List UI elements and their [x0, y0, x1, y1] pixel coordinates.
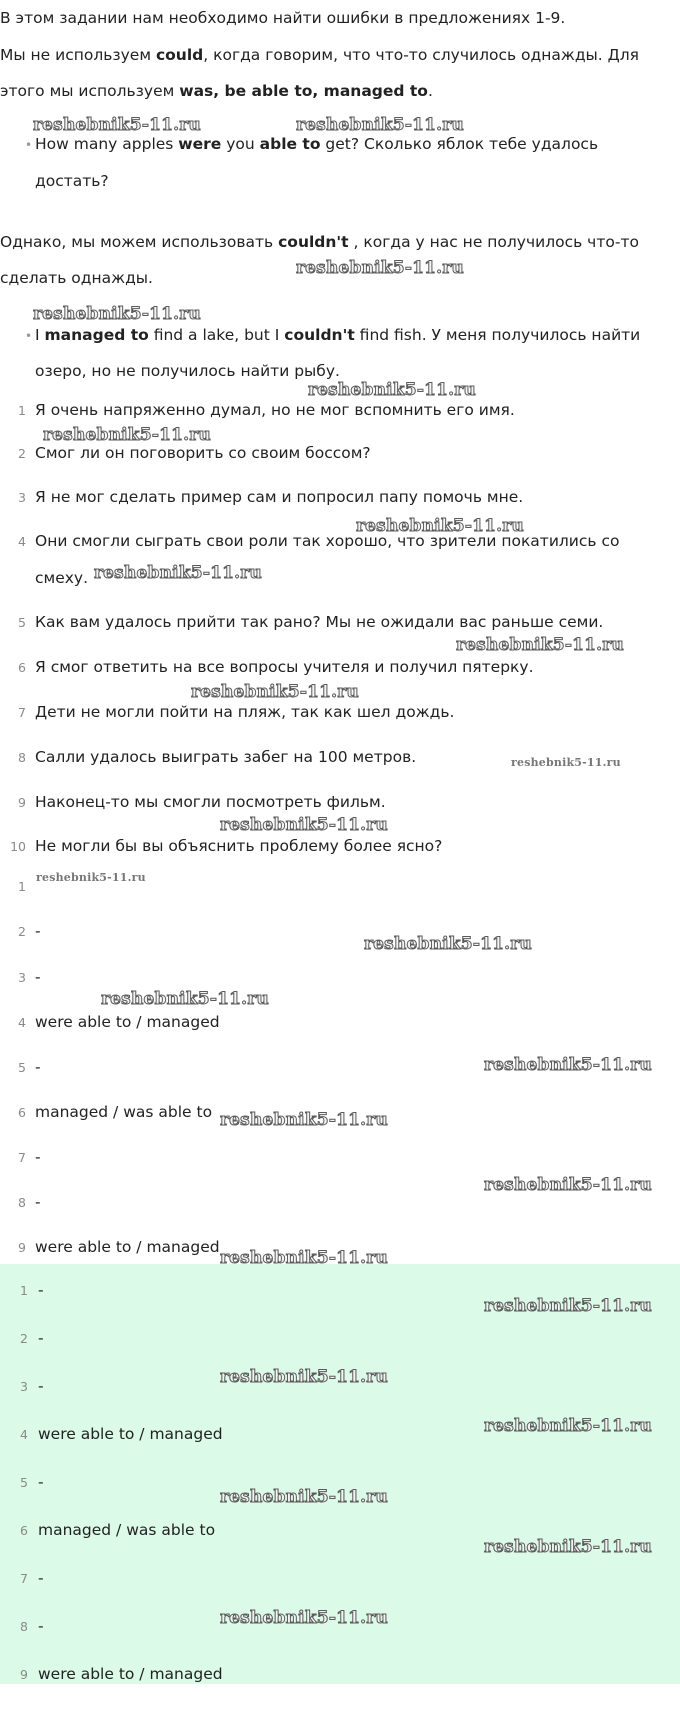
watermark: reshebnik5-11.ru — [36, 871, 146, 884]
watermark: reshebnik5-11.ru — [43, 425, 211, 445]
watermark: reshebnik5-11.ru — [296, 258, 464, 278]
watermark: reshebnik5-11.ru — [484, 1175, 652, 1195]
watermark: reshebnik5-11.ru — [296, 115, 464, 135]
example-1-line-2: достать? — [35, 172, 109, 190]
watermark: reshebnik5-11.ru — [220, 1608, 388, 1628]
watermark: reshebnik5-11.ru — [101, 989, 269, 1009]
example-2-line-1: I managed to find a lake, but I couldn't find fish. У меня получилось найти — [35, 326, 641, 344]
watermark: reshebnik5-11.ru — [191, 682, 359, 702]
intro-line-3: этого мы используем was, be able to, managed to. — [0, 82, 433, 100]
keyword-list: was, be able to, managed to — [179, 82, 428, 100]
watermark: reshebnik5-11.ru — [484, 1537, 652, 1557]
watermark: reshebnik5-11.ru — [94, 563, 262, 583]
keyword-could: could — [155, 46, 204, 64]
keyword-couldnt: couldn't — [278, 233, 349, 251]
watermark: reshebnik5-11.ru — [220, 815, 388, 835]
watermark: reshebnik5-11.ru — [356, 516, 524, 536]
watermark: reshebnik5-11.ru — [484, 1296, 652, 1316]
watermark: reshebnik5-11.ru — [220, 1487, 388, 1507]
watermark: reshebnik5-11.ru — [484, 1416, 652, 1436]
watermark: reshebnik5-11.ru — [364, 934, 532, 954]
bullet-icon: • — [25, 138, 33, 152]
bullet-icon: • — [25, 329, 33, 343]
para-2-line-1: Однако, мы можем использовать couldn't , когда у нас не получилось что-то — [0, 233, 639, 251]
watermark: reshebnik5-11.ru — [511, 756, 621, 769]
example-1-line-1: How many apples were you able to get? Сколько яблок тебе удалось — [35, 135, 599, 153]
intro-line-1: В этом задании нам необходимо найти ошибки в предложениях 1-9. — [0, 9, 566, 27]
intro-line-2: Мы не используем could, когда говорим, что что-то случилось однажды. Для — [0, 46, 639, 64]
watermark: reshebnik5-11.ru — [33, 115, 201, 135]
para-2-line-2: сделать однажды. — [0, 269, 153, 287]
watermark: reshebnik5-11.ru — [33, 304, 201, 324]
watermark: reshebnik5-11.ru — [220, 1110, 388, 1130]
watermark: reshebnik5-11.ru — [220, 1248, 388, 1268]
watermark: reshebnik5-11.ru — [220, 1367, 388, 1387]
watermark: reshebnik5-11.ru — [484, 1055, 652, 1075]
watermark: reshebnik5-11.ru — [456, 635, 624, 655]
example-2-line-2: озеро, но не получилось найти рыбу. — [35, 362, 340, 380]
watermark: reshebnik5-11.ru — [308, 380, 476, 400]
